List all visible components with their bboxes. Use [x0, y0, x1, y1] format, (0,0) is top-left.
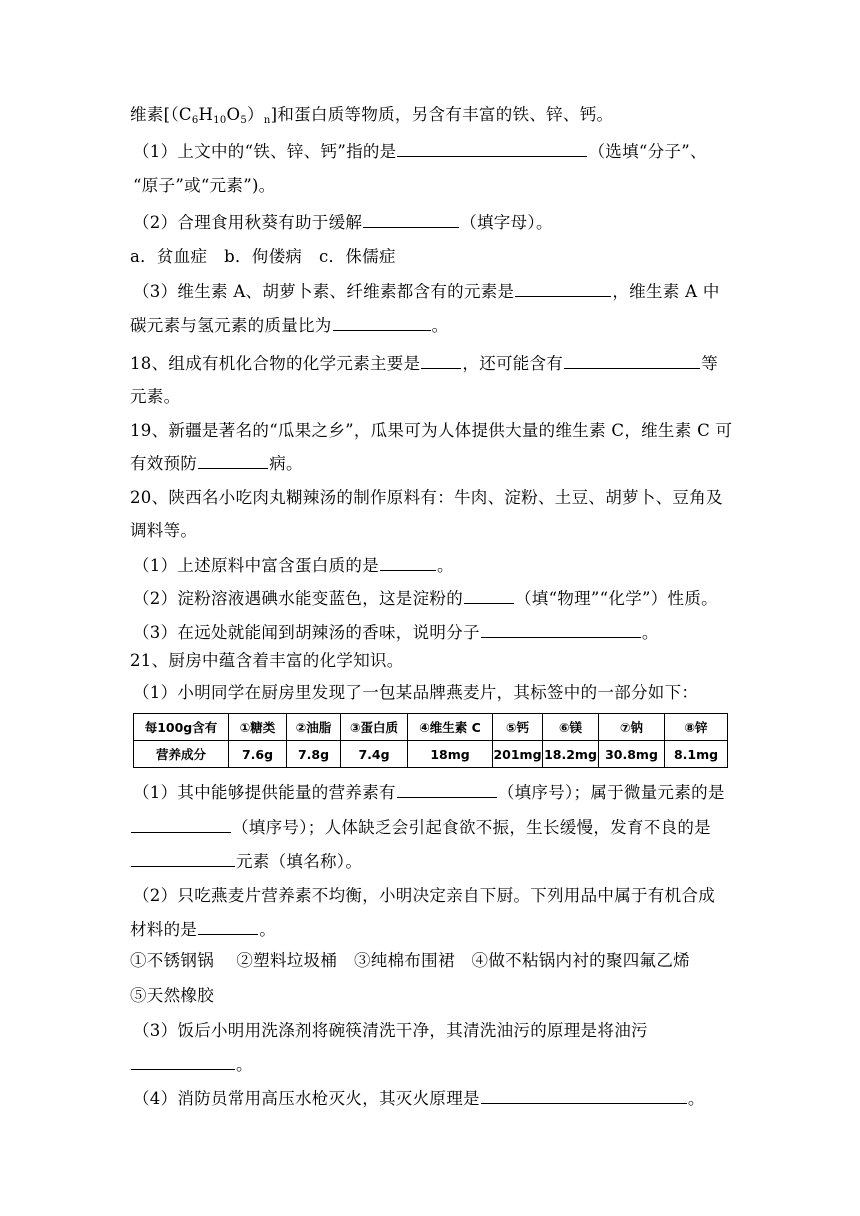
question-19-continued: 有效预防 病。	[130, 454, 303, 473]
answer-1-continued: （填序号）；人体缺乏会引起食欲不振，生长缓慢，发育不良的是	[130, 816, 711, 839]
answer-blank[interactable]	[397, 140, 587, 157]
nutrient-value: 18.2mg	[543, 741, 599, 768]
q3-line: （3）维生素 A、胡萝卜素、纤维素都含有的元素是 ，维生素 A 中	[133, 282, 720, 301]
q1-continued: “原子”或“元素”)。	[133, 176, 276, 195]
q2-options: a．贫血症 b．佝偻病 c．侏儒症	[130, 247, 396, 266]
table-row-header: 每100g含有	[134, 714, 229, 741]
q20-2: （2）淀粉溶液遇碘水能变蓝色，这是淀粉的 （填“物理”“化学”）性质。	[133, 589, 718, 608]
question-18: 18、组成有机化合物的化学元素主要是 ，还可能含有 等	[130, 354, 719, 373]
nutrient-value: 201mg	[493, 741, 543, 768]
answer-blank[interactable]	[481, 621, 641, 638]
nutrient-name: ③蛋白质	[341, 714, 408, 741]
answer-1-end: 元素（填名称）。	[130, 850, 362, 873]
nutrient-name: ⑤钙	[493, 714, 543, 741]
answer-blank[interactable]	[131, 850, 235, 867]
q21-intro: （1）小明同学在厨房里发现了一包某品牌燕麦片，其标签中的一部分如下：	[133, 683, 699, 702]
nutrient-name: ①糖类	[229, 714, 287, 741]
table-row-header: 营养成分	[134, 741, 229, 768]
answer-2-options: ①不锈钢锅 ②塑料垃圾桶 ③纯棉布围裙 ④做不粘锅内衬的聚四氟乙烯	[130, 951, 690, 970]
nutrient-value: 7.6g	[229, 741, 287, 768]
answer-blank[interactable]	[363, 211, 459, 228]
question-18-continued: 元素。	[130, 387, 181, 406]
nutrient-name: ⑧锌	[665, 714, 728, 741]
answer-3: （3）饭后小明用洗涤剂将碗筷清洗干净，其清洗油污的原理是将油污	[133, 1021, 648, 1040]
nutrient-name: ②油脂	[287, 714, 341, 741]
answer-blank[interactable]	[380, 554, 436, 571]
nutrient-name: ⑦钠	[599, 714, 665, 741]
answer-blank[interactable]	[481, 1087, 687, 1104]
question-19: 19、新疆是著名的“瓜果之乡”，瓜果可为人体提供大量的维生素 C，维生素 C 可	[130, 421, 733, 440]
answer-blank[interactable]	[515, 280, 611, 297]
answer-blank[interactable]	[198, 918, 258, 935]
answer-blank[interactable]	[421, 352, 461, 369]
nutrient-value: 30.8mg	[599, 741, 665, 768]
answer-1: （1）其中能够提供能量的营养素有 （填序号）；属于微量元素的是	[133, 783, 725, 802]
q3-continued: 碳元素与氢元素的质量比为 。	[130, 316, 449, 335]
nutrient-name-row	[134, 714, 728, 741]
question-20-continued: 调料等。	[130, 521, 198, 540]
nutrition-label-table	[133, 713, 728, 768]
nutrient-value-row	[134, 741, 728, 768]
answer-2-continued: 材料的是 。	[130, 920, 277, 939]
answer-blank[interactable]	[198, 452, 268, 469]
q20-1: （1）上述原料中富含蛋白质的是 。	[133, 556, 454, 575]
q20-3: （3）在远处就能闻到胡辣汤的香味，说明分子 。	[133, 623, 659, 642]
question-20: 20、陕西名小吃肉丸糊辣汤的制作原料有：牛肉、淀粉、土豆、胡萝卜、豆角及	[130, 488, 723, 507]
nutrient-name: ⑥镁	[543, 714, 599, 741]
nutrient-value: 8.1mg	[665, 741, 728, 768]
nutrient-value: 7.8g	[287, 741, 341, 768]
answer-2: （2）只吃燕麦片营养素不均衡，小明决定亲自下厨。下列用品中属于有机合成	[133, 886, 715, 905]
nutrient-value: 7.4g	[341, 741, 408, 768]
nutrient-value: 18mg	[408, 741, 493, 768]
answer-3-continued: 。	[130, 1053, 253, 1076]
answer-blank[interactable]	[464, 587, 514, 604]
answer-blank[interactable]	[131, 1053, 235, 1070]
answer-blank[interactable]	[333, 314, 431, 331]
cellulose-formula-line: 维素$[(C_6H_{10}O_5)_n]$和蛋白质等物质，另含有丰富的铁、锌、钙。	[130, 105, 614, 126]
answer-4: （4）消防员常用高压水枪灭火，其灭火原理是 。	[133, 1089, 705, 1108]
q1-line: （1）上文中的“铁、锌、钙”指的是 （选填“分子”、	[133, 142, 707, 161]
answer-blank[interactable]	[564, 352, 700, 369]
answer-2-option-5: ⑤天然橡胶	[130, 986, 214, 1005]
answer-blank[interactable]	[397, 781, 497, 798]
answer-blank[interactable]	[131, 816, 231, 833]
nutrient-name: ④维生素 C	[408, 714, 493, 741]
q2-line: （2）合理食用秋葵有助于缓解 （填字母）。	[133, 213, 553, 232]
question-21: 21、厨房中蕴含着丰富的化学知识。	[130, 651, 404, 670]
